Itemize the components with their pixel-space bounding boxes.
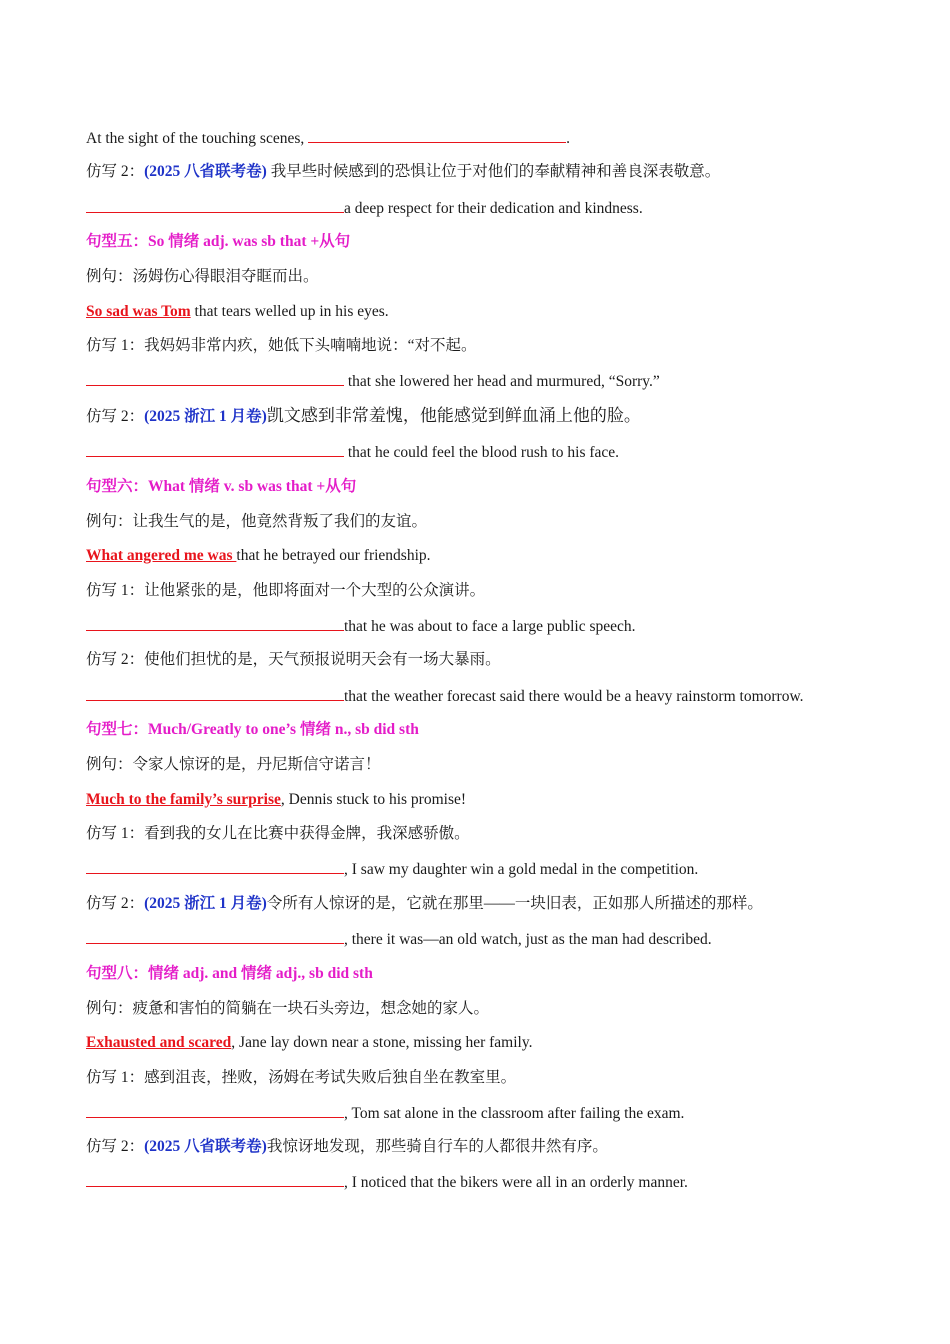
- english-sentence: that he was about to face a large public speech.: [344, 618, 636, 635]
- answer-line: [86, 198, 643, 219]
- answer-blank[interactable]: [86, 371, 344, 386]
- imitation-line: 仿写 1：感到沮丧，挫败，汤姆在考试失败后独自坐在教室里。: [86, 1069, 517, 1086]
- english-sentence: , I saw my daughter win a gold medal in the competition.: [344, 861, 699, 878]
- imitation-line: 仿写 1：让他紧张的是，他即将面对一个大型的公众演讲。: [86, 582, 486, 599]
- answer-blank[interactable]: [86, 1172, 344, 1187]
- answer-blank[interactable]: [86, 859, 344, 874]
- example-line: 例句：汤姆伤心得眼泪夺眶而出。: [86, 268, 319, 285]
- key-phrase: Exhausted and scared: [86, 1034, 232, 1051]
- answer-blank[interactable]: [86, 1103, 344, 1118]
- answer-line: [86, 1172, 688, 1193]
- example-english: [86, 790, 466, 810]
- english-sentence: , I noticed that the bikers were all in an orderly manner.: [344, 1174, 688, 1191]
- english-sentence: , Dennis stuck to his promise!: [280, 791, 467, 808]
- chinese-prompt: 令所有人惊讶的是，它就在那里——一块旧表，正如那人所描述的那样。: [266, 895, 763, 912]
- imitation-label: 仿写 2：: [86, 163, 145, 180]
- imitation-label: 仿写 2：: [86, 1138, 145, 1155]
- chinese-prompt: 凯文感到非常羞愧，他能感觉到鲜血涌上他的脸。: [266, 406, 641, 425]
- sentence-text: At the sight of the touching scenes,: [86, 130, 309, 147]
- imitation-line: 仿写 2：使他们担忧的是，天气预报说明天会有一场大暴雨。: [86, 651, 501, 668]
- key-phrase: So sad was Tom: [86, 303, 191, 320]
- english-sentence: , Jane lay down near a stone, missing her family.: [231, 1034, 533, 1051]
- pattern-heading: 句型七：Much/Greatly to one’s 情绪 n., sb did sth: [86, 721, 419, 738]
- answer-line: [86, 859, 698, 880]
- imitation-line: [86, 162, 720, 182]
- pattern-heading: 句型八：情绪 adj. and 情绪 adj., sb did sth: [86, 965, 373, 982]
- imitation-line: [86, 1137, 608, 1157]
- answer-line: [86, 616, 636, 637]
- imitation-line: [86, 406, 641, 427]
- exam-source: (2025 浙江 1 月卷): [144, 895, 267, 912]
- answer-blank[interactable]: [86, 198, 344, 213]
- exam-source: (2025 八省联考卷): [144, 163, 267, 180]
- sentence-text: .: [566, 130, 570, 147]
- english-sentence: that tears welled up in his eyes.: [190, 303, 389, 320]
- key-phrase: Much to the family’s surprise: [86, 791, 281, 808]
- pattern-heading: 句型六：What 情绪 v. sb was that +从句: [86, 478, 357, 495]
- answer-blank[interactable]: [86, 929, 344, 944]
- text-line: [86, 128, 570, 149]
- english-sentence: that the weather forecast said there would be a heavy rainstorm tomorrow.: [344, 688, 804, 705]
- pattern-heading: 句型五：So 情绪 adj. was sb that +从句: [86, 233, 351, 250]
- answer-blank[interactable]: [86, 686, 344, 701]
- answer-blank[interactable]: [86, 442, 344, 457]
- example-line: 例句：让我生气的是，他竟然背叛了我们的友谊。: [86, 513, 428, 530]
- imitation-label: 仿写 2：: [86, 408, 145, 425]
- answer-line: [86, 929, 712, 950]
- answer-blank[interactable]: [308, 128, 566, 143]
- imitation-line: 仿写 1：看到我的女儿在比赛中获得金牌，我深感骄傲。: [86, 825, 470, 842]
- example-english: [86, 1033, 532, 1053]
- imitation-label: 仿写 2：: [86, 895, 145, 912]
- english-sentence: , Tom sat alone in the classroom after failing the exam.: [344, 1105, 685, 1122]
- answer-blank[interactable]: [86, 616, 344, 631]
- english-sentence: , there it was—an old watch, just as the man had described.: [344, 931, 712, 948]
- example-line: 例句：令家人惊讶的是，丹尼斯信守诺言！: [86, 756, 381, 773]
- chinese-prompt: 我惊讶地发现，那些骑自行车的人都很井然有序。: [266, 1138, 608, 1155]
- exam-source: (2025 浙江 1 月卷): [144, 408, 267, 425]
- english-sentence: that he could feel the blood rush to his face.: [344, 444, 620, 461]
- imitation-line: 仿写 1：我妈妈非常内疚，她低下头喃喃地说：“对不起。: [86, 337, 477, 354]
- answer-line: [86, 686, 804, 707]
- answer-line: [86, 371, 660, 392]
- answer-line: [86, 1103, 684, 1124]
- exam-source: (2025 八省联考卷): [144, 1138, 267, 1155]
- answer-line: [86, 442, 619, 463]
- example-english: [86, 302, 389, 322]
- example-english: [86, 546, 431, 566]
- example-line: 例句：疲惫和害怕的简躺在一块石头旁边，想念她的家人。: [86, 1000, 490, 1017]
- english-sentence: that she lowered her head and murmured, “Sorry.”: [344, 373, 660, 390]
- english-sentence: a deep respect for their dedication and kindness.: [344, 200, 643, 217]
- key-phrase: What angered me was: [86, 547, 237, 564]
- imitation-line: [86, 894, 763, 914]
- english-sentence: that he betrayed our friendship.: [236, 547, 431, 564]
- chinese-prompt: 我早些时候感到的恐惧让位于对他们的奉献精神和善良深表敬意。: [266, 163, 721, 180]
